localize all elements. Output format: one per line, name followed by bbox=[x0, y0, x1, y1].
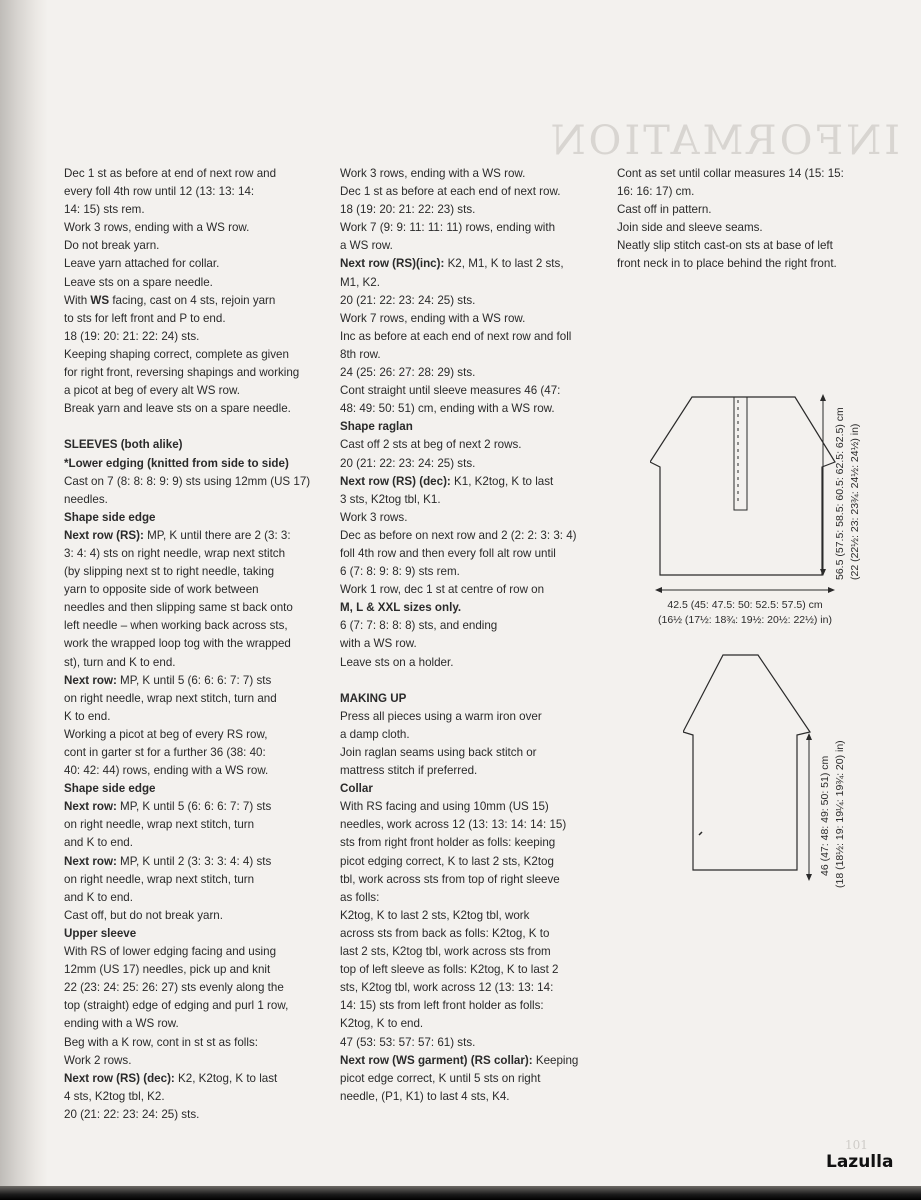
text-line: 4 sts, K2tog tbl, K2. bbox=[64, 1089, 165, 1103]
text-line: Working a picot at beg of every RS row, bbox=[64, 727, 268, 741]
text-line: tbl, work across sts from top of right sleeve bbox=[340, 872, 560, 886]
text-line: needles, work across 12 (13: 13: 14: 14: 15) bbox=[340, 818, 567, 832]
text-line: mattress stitch if preferred. bbox=[340, 764, 478, 778]
text-line: 18 (19: 20: 21: 22: 23) sts. bbox=[340, 203, 476, 217]
row-label: Next row: bbox=[64, 673, 117, 687]
section-heading: MAKING UP bbox=[340, 691, 407, 705]
text-line: Cast off, but do not break yarn. bbox=[64, 908, 223, 922]
page-bottom-edge bbox=[0, 1186, 921, 1200]
section-heading: *Lower edging (knitted from side to side) bbox=[64, 456, 289, 470]
sleeve-length-arrow bbox=[804, 733, 814, 881]
instruction-line bbox=[340, 255, 605, 273]
text-line: a picot at beg of every alt WS row. bbox=[64, 384, 240, 398]
text-line: 47 (53: 53: 57: 57: 61) sts. bbox=[340, 1035, 476, 1049]
watermark-lazulla: Lazulla bbox=[826, 1152, 894, 1172]
row-label: Next row (RS): bbox=[64, 528, 144, 542]
text-line: Work 7 (9: 9: 11: 11: 11) rows, ending with bbox=[340, 221, 556, 235]
instruction-line bbox=[340, 1052, 605, 1070]
text-line: 14: 15) sts rem. bbox=[64, 203, 145, 217]
text-line: and K to end. bbox=[64, 890, 133, 904]
text-line: 22 (23: 24: 25: 26: 27) sts evenly along the bbox=[64, 981, 284, 995]
row-label: Next row (WS garment) (RS collar): bbox=[340, 1053, 533, 1067]
page-number: 101 bbox=[845, 1138, 868, 1152]
text-line: With RS of lower edging facing and using bbox=[64, 945, 277, 959]
line-text: facing, cast on 4 sts, rejoin yarn bbox=[109, 293, 276, 307]
instruction-line bbox=[64, 292, 329, 310]
text-line: and K to end. bbox=[64, 836, 133, 850]
text-line: last 2 sts, K2tog tbl, work across sts from bbox=[340, 945, 551, 959]
text-line: Leave yarn attached for collar. bbox=[64, 257, 220, 271]
text-line: Keeping shaping correct, complete as given bbox=[64, 347, 289, 361]
line-text: K1, K2tog, K to last bbox=[450, 474, 554, 488]
body-outline bbox=[650, 392, 840, 592]
instruction-line bbox=[340, 473, 605, 491]
text-line: 14: 15) sts from left front holder as folls: bbox=[340, 999, 544, 1013]
text-line: foll 4th row and then every foll alt row until bbox=[340, 546, 556, 560]
text-line: 12mm (US 17) needles, pick up and knit bbox=[64, 963, 271, 977]
paragraph-gap bbox=[340, 672, 605, 690]
line-text: Keeping bbox=[532, 1053, 579, 1067]
text-line: Cont as set until collar measures 14 (15: 15: bbox=[617, 167, 844, 180]
text-line: top (straight) edge of edging and purl 1 row, bbox=[64, 999, 289, 1013]
text-line: cont in garter st for a further 36 (38: 40: bbox=[64, 746, 266, 759]
text-line: Join side and sleeve seams. bbox=[617, 221, 763, 235]
text-line: 40: 42: 44) rows, ending with a WS row. bbox=[64, 764, 269, 778]
text-line: across sts from back as folls: K2tog, K to bbox=[340, 926, 550, 940]
text-line: ending with a WS row. bbox=[64, 1017, 179, 1031]
text-line: K2tog, K to last 2 sts, K2tog tbl, work bbox=[340, 908, 530, 922]
line-text: MP, K until 5 (6: 6: 6: 7: 7) sts bbox=[116, 800, 272, 814]
text-line: Neatly slip stitch cast-on sts at base of left bbox=[617, 239, 833, 253]
text-line: 6 (7: 8: 9: 8: 9) sts rem. bbox=[340, 565, 460, 579]
text-line: work the wrapped loop tog with the wrapped bbox=[64, 637, 291, 651]
row-label: Next row (RS) (dec): bbox=[340, 474, 451, 488]
sleeve-length-cm: 46 (47: 48: 49: 50: 51) cm bbox=[819, 755, 831, 876]
text-line: 8th row. bbox=[340, 347, 381, 361]
row-label: Next row: bbox=[64, 854, 117, 868]
text-line: 48: 49: 50: 51) cm, ending with a WS row. bbox=[340, 402, 555, 416]
sleeve-outline bbox=[683, 650, 813, 885]
row-label: Next row (RS)(inc): bbox=[340, 257, 445, 271]
text-line: picot edge correct, K until 5 sts on right bbox=[340, 1071, 541, 1085]
text-line: Do not break yarn. bbox=[64, 239, 160, 253]
text-line: (by slipping next st to right needle, taking bbox=[64, 565, 275, 579]
text-line: needles. bbox=[64, 492, 108, 506]
text-line: Work 3 rows, ending with a WS row. bbox=[340, 167, 526, 180]
text-line: picot edging correct, K to last 2 sts, K2tog bbox=[340, 854, 554, 868]
text-line: sts from right front holder as folls: keeping bbox=[340, 836, 556, 850]
text-line: as folls: bbox=[340, 890, 380, 904]
text-line: Work 3 rows. bbox=[340, 510, 408, 524]
text-line: 6 (7: 7: 8: 8: 8) sts, and ending bbox=[340, 619, 498, 633]
sleeve-length-in: (18 (18½: 19: 19¼: 19¾: 20) in) bbox=[834, 740, 846, 888]
body-length-arrow bbox=[818, 394, 828, 576]
row-label: WS bbox=[90, 293, 110, 307]
line-text-pre: With bbox=[64, 293, 91, 307]
text-line: for right front, reversing shapings and working bbox=[64, 366, 300, 380]
instruction-line bbox=[64, 1070, 329, 1088]
body-width-cm: 42.5 (45: 47.5: 50: 52.5: 57.5) cm bbox=[667, 599, 823, 611]
section-heading: Shape raglan bbox=[340, 420, 413, 434]
section-heading: Upper sleeve bbox=[64, 926, 137, 940]
text-line: Cast on 7 (8: 8: 8: 9: 9) sts using 12mm (US 17) bbox=[64, 474, 311, 488]
text-line: Break yarn and leave sts on a spare needle. bbox=[64, 402, 291, 416]
ghost-heading-bleed: INFORMATION bbox=[547, 118, 900, 164]
instruction-line bbox=[64, 798, 329, 816]
section-heading: M, L & XXL sizes only. bbox=[340, 601, 462, 615]
text-line: on right needle, wrap next stitch, turn bbox=[64, 872, 255, 886]
line-text: MP, K until 2 (3: 3: 3: 4: 4) sts bbox=[116, 854, 272, 868]
text-line: Cont straight until sleeve measures 46 (47: bbox=[340, 384, 561, 398]
text-line: sts, K2tog tbl, work across 12 (13: 13: 14: bbox=[340, 981, 554, 995]
line-text: MP, K until there are 2 (3: 3: bbox=[143, 528, 291, 542]
text-line: K to end. bbox=[64, 709, 111, 723]
section-heading: Collar bbox=[340, 782, 373, 796]
text-line: Dec 1 st as before at end of next row and bbox=[64, 167, 277, 180]
section-heading: SLEEVES (both alike) bbox=[64, 438, 183, 452]
section-heading: Shape side edge bbox=[64, 510, 156, 524]
text-line: to sts for left front and P to end. bbox=[64, 311, 226, 325]
text-line: Work 3 rows, ending with a WS row. bbox=[64, 221, 250, 235]
body-length-cm: 56.5 (57.5: 58.5: 60.5: 62.5: 62.5) cm bbox=[834, 407, 846, 580]
line-text: MP, K until 5 (6: 6: 6: 7: 7) sts bbox=[116, 673, 272, 687]
text-line: Cast off in pattern. bbox=[617, 203, 712, 217]
instruction-line bbox=[64, 853, 329, 871]
book-spine-shadow bbox=[0, 0, 48, 1200]
text-line: With RS facing and using 10mm (US 15) bbox=[340, 800, 549, 814]
text-line: 24 (25: 26: 27: 28: 29) sts. bbox=[340, 366, 476, 380]
text-line: front neck in to place behind the right front. bbox=[617, 257, 837, 271]
body-width-arrow bbox=[655, 585, 835, 595]
text-line: Work 2 rows. bbox=[64, 1053, 132, 1067]
text-line: needles and then slipping same st back onto bbox=[64, 601, 293, 615]
text-line: M1, K2. bbox=[340, 275, 380, 289]
text-line: 16: 16: 17) cm. bbox=[617, 185, 695, 199]
text-line: Dec as before on next row and 2 (2: 2: 3: 3: 4) bbox=[340, 528, 577, 542]
text-line: on right needle, wrap next stitch, turn bbox=[64, 818, 255, 832]
text-line: 3: 4: 4) sts on right needle, wrap next stitch bbox=[64, 546, 286, 560]
text-line: Work 7 rows, ending with a WS row. bbox=[340, 311, 526, 325]
section-heading: Shape side edge bbox=[64, 782, 156, 796]
text-line: on right needle, wrap next stitch, turn and bbox=[64, 691, 277, 705]
body-schematic bbox=[650, 392, 840, 592]
text-line: with a WS row. bbox=[340, 637, 417, 651]
text-line: Press all pieces using a warm iron over bbox=[340, 709, 542, 723]
text-column-1 bbox=[64, 165, 329, 1124]
text-line: 20 (21: 22: 23: 24: 25) sts. bbox=[340, 456, 476, 470]
text-line: Cast off 2 sts at beg of next 2 rows. bbox=[340, 438, 522, 452]
text-line: K2tog, K to end. bbox=[340, 1017, 424, 1031]
text-line: Inc as before at each end of next row and foll bbox=[340, 329, 572, 343]
text-line: 18 (19: 20: 21: 22: 24) sts. bbox=[64, 329, 200, 343]
text-line: Dec 1 st as before at each end of next row. bbox=[340, 185, 561, 199]
row-label: Next row: bbox=[64, 800, 117, 814]
paragraph-gap bbox=[64, 418, 329, 436]
text-line: Beg with a K row, cont in st st as folls: bbox=[64, 1035, 258, 1049]
text-line: 20 (21: 22: 23: 24: 25) sts. bbox=[64, 1107, 200, 1121]
text-line: 3 sts, K2tog tbl, K1. bbox=[340, 492, 441, 506]
text-line: Leave sts on a holder. bbox=[340, 655, 454, 669]
sleeve-schematic bbox=[683, 650, 813, 885]
row-label: Next row (RS) (dec): bbox=[64, 1071, 175, 1085]
text-line: a damp cloth. bbox=[340, 727, 410, 741]
text-line: 20 (21: 22: 23: 24: 25) sts. bbox=[340, 293, 476, 307]
instruction-line bbox=[64, 672, 329, 690]
body-width-in: (16½ (17½: 18¾: 19½: 20½: 22½) in) bbox=[658, 614, 832, 626]
text-column-2 bbox=[340, 165, 605, 1106]
text-line: Join raglan seams using back stitch or bbox=[340, 746, 537, 759]
body-length-in: (22 (22½: 23: 23¾: 24½: 24½) in) bbox=[849, 423, 861, 580]
text-column-3 bbox=[617, 165, 907, 274]
text-line: Work 1 row, dec 1 st at centre of row on bbox=[340, 583, 545, 597]
text-line: Leave sts on a spare needle. bbox=[64, 275, 213, 289]
text-line: st), turn and K to end. bbox=[64, 655, 176, 669]
text-line: left needle – when working back across sts, bbox=[64, 619, 288, 633]
text-line: top of left sleeve as folls: K2tog, K to last 2 bbox=[340, 963, 559, 977]
line-text: K2, M1, K to last 2 sts, bbox=[444, 257, 564, 271]
text-line: yarn to opposite side of work between bbox=[64, 583, 259, 597]
text-line: every foll 4th row until 12 (13: 13: 14: bbox=[64, 185, 255, 199]
instruction-line bbox=[64, 527, 329, 545]
line-text: K2, K2tog, K to last bbox=[174, 1071, 278, 1085]
text-line: a WS row. bbox=[340, 239, 393, 253]
text-line: needle, (P1, K1) to last 4 sts, K4. bbox=[340, 1089, 510, 1103]
